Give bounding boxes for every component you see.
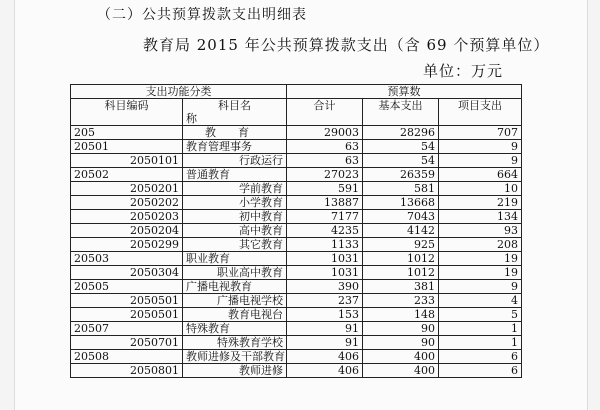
- row-total: 91: [287, 336, 363, 350]
- table-row: [71, 350, 522, 364]
- row-total: 63: [287, 140, 363, 154]
- row-project: 4: [439, 294, 522, 308]
- row-basic: 4142: [363, 224, 439, 238]
- row-basic: 54: [363, 154, 439, 168]
- row-project: 1: [439, 322, 522, 336]
- table-row: [71, 294, 522, 308]
- document-title: 教育局 2015 年公共预算拨款支出（含 69 个预算单位）: [143, 36, 550, 54]
- total-column-header: 合计: [287, 99, 363, 126]
- row-code: 20503: [71, 252, 183, 266]
- row-basic: 925: [363, 238, 439, 252]
- row-basic: 400: [363, 364, 439, 378]
- row-code: 2050101: [71, 154, 183, 168]
- row-code: 20507: [71, 322, 183, 336]
- row-name: 教 育: [183, 126, 287, 140]
- row-name: 教育管理事务: [183, 140, 287, 154]
- row-basic: 581: [363, 182, 439, 196]
- row-project: 5: [439, 308, 522, 322]
- row-project: 219: [439, 196, 522, 210]
- budget-table-body: [71, 126, 522, 378]
- row-project: 9: [439, 140, 522, 154]
- row-name: 教师进修及干部教育: [183, 350, 287, 364]
- row-basic: 233: [363, 294, 439, 308]
- row-name: 学前教育: [183, 182, 287, 196]
- category-group-header: 支出功能分类: [71, 85, 287, 99]
- row-name: 特殊教育: [183, 322, 287, 336]
- row-project: 93: [439, 224, 522, 238]
- row-project: 9: [439, 280, 522, 294]
- row-project: 664: [439, 168, 522, 182]
- row-total: 4235: [287, 224, 363, 238]
- row-project: 6: [439, 350, 522, 364]
- row-total: 13887: [287, 196, 363, 210]
- row-code: 205: [71, 126, 183, 140]
- row-project: 1: [439, 336, 522, 350]
- code-column-header: 科目编码: [71, 99, 183, 126]
- row-total: 91: [287, 322, 363, 336]
- row-name: 行政运行: [183, 154, 287, 168]
- row-name: 职业高中教育: [183, 266, 287, 280]
- row-basic: 381: [363, 280, 439, 294]
- table-row: [71, 168, 522, 182]
- name-column-header: [183, 99, 287, 126]
- row-total: 237: [287, 294, 363, 308]
- row-code: 2050299: [71, 238, 183, 252]
- row-project: 19: [439, 266, 522, 280]
- row-code: 2050501: [71, 294, 183, 308]
- table-row: [71, 266, 522, 280]
- row-total: 7177: [287, 210, 363, 224]
- row-total: 63: [287, 154, 363, 168]
- name-header-line2: 称: [186, 112, 197, 125]
- row-project: 134: [439, 210, 522, 224]
- row-project: 9: [439, 154, 522, 168]
- table-row: [71, 238, 522, 252]
- row-project: 208: [439, 238, 522, 252]
- row-name: 初中教育: [183, 210, 287, 224]
- row-total: 591: [287, 182, 363, 196]
- row-total: 406: [287, 350, 363, 364]
- table-row: [71, 140, 522, 154]
- row-code: 2050202: [71, 196, 183, 210]
- name-header-line1: 科目名: [218, 99, 251, 112]
- row-basic: 90: [363, 336, 439, 350]
- table-row: [71, 182, 522, 196]
- row-name: 教育电视台: [183, 308, 287, 322]
- row-name: 普通教育: [183, 168, 287, 182]
- row-code: 2050201: [71, 182, 183, 196]
- table-row: [71, 322, 522, 336]
- row-total: 1031: [287, 252, 363, 266]
- budget-group-header: 预算数: [287, 85, 522, 99]
- table-row: [71, 336, 522, 350]
- row-name: 小学教育: [183, 196, 287, 210]
- row-basic: 148: [363, 308, 439, 322]
- row-basic: 1012: [363, 266, 439, 280]
- row-name: 其它教育: [183, 238, 287, 252]
- row-code: 2050304: [71, 266, 183, 280]
- table-row: [71, 364, 522, 378]
- row-code: 2050203: [71, 210, 183, 224]
- table-row: [71, 154, 522, 168]
- table-row: [71, 308, 522, 322]
- row-total: 390: [287, 280, 363, 294]
- row-total: 1133: [287, 238, 363, 252]
- row-code: 2050701: [71, 336, 183, 350]
- row-code: 20501: [71, 140, 183, 154]
- row-basic: 90: [363, 322, 439, 336]
- section-heading: （二）公共预算拨款支出明细表: [97, 7, 307, 23]
- table-row: [71, 224, 522, 238]
- row-basic: 26359: [363, 168, 439, 182]
- row-basic: 54: [363, 140, 439, 154]
- row-total: 1031: [287, 266, 363, 280]
- row-basic: 1012: [363, 252, 439, 266]
- unit-note: 单位：万元: [423, 62, 504, 80]
- table-row: [71, 126, 522, 140]
- row-basic: 7043: [363, 210, 439, 224]
- row-basic: 400: [363, 350, 439, 364]
- table-row: [71, 280, 522, 294]
- row-name: 特殊教育学校: [183, 336, 287, 350]
- row-total: 406: [287, 364, 363, 378]
- row-code: 20508: [71, 350, 183, 364]
- row-name: 广播电视教育: [183, 280, 287, 294]
- row-project: 10: [439, 182, 522, 196]
- row-project: 19: [439, 252, 522, 266]
- budget-table: [70, 84, 522, 378]
- project-column-header: 项目支出: [439, 99, 522, 126]
- row-code: 2050501: [71, 308, 183, 322]
- table-row: [71, 252, 522, 266]
- row-basic: 13668: [363, 196, 439, 210]
- row-name: 职业教育: [183, 252, 287, 266]
- row-project: 707: [439, 126, 522, 140]
- row-code: 2050801: [71, 364, 183, 378]
- row-total: 153: [287, 308, 363, 322]
- basic-column-header: 基本支出: [363, 99, 439, 126]
- row-project: 6: [439, 364, 522, 378]
- table-row: [71, 196, 522, 210]
- row-name: 广播电视学校: [183, 294, 287, 308]
- row-code: 20502: [71, 168, 183, 182]
- row-name: 高中教育: [183, 224, 287, 238]
- row-code: 2050204: [71, 224, 183, 238]
- row-basic: 28296: [363, 126, 439, 140]
- table-row: [71, 210, 522, 224]
- row-total: 27023: [287, 168, 363, 182]
- row-total: 29003: [287, 126, 363, 140]
- row-code: 20505: [71, 280, 183, 294]
- row-name: 教师进修: [183, 364, 287, 378]
